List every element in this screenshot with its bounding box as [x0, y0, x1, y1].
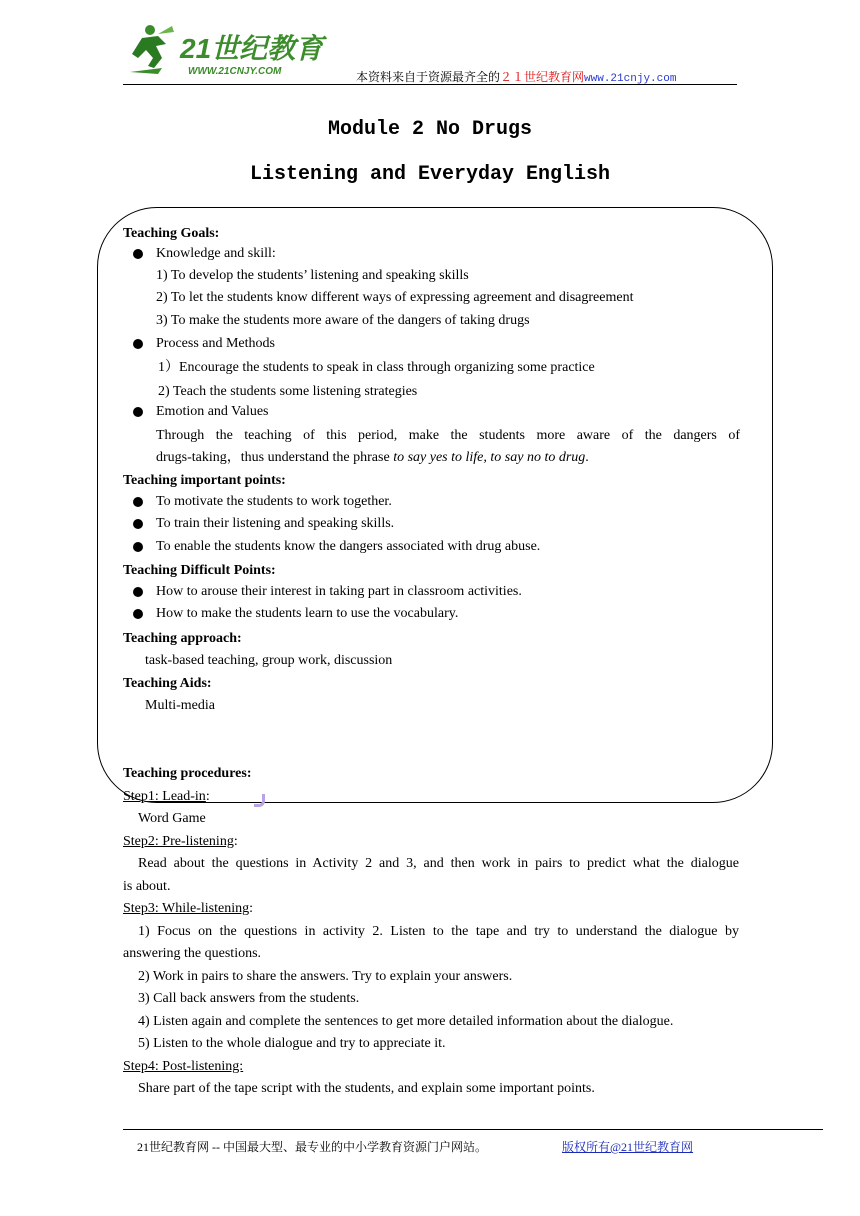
process-label: Process and Methods — [156, 336, 275, 351]
aids-heading: Teaching Aids: — [123, 676, 212, 691]
bullet-icon — [133, 587, 143, 597]
step2-title: Step2: Pre-listening — [123, 834, 234, 849]
step3-title: Step3: While-listening — [123, 901, 250, 916]
header-note-site: ２１世纪教育网 — [500, 70, 585, 84]
emotion-text-line2 — [156, 450, 589, 466]
aids-text: Multi-media — [145, 698, 215, 713]
header-note-url[interactable]: www.21cnjy.com — [584, 73, 677, 85]
decorative-mark — [254, 794, 265, 807]
difficult-points-heading: Teaching Difficult Points: — [123, 563, 276, 578]
step3-label — [123, 901, 253, 917]
step3-item: 5) Listen to the whole dialogue and try to appreciate it. — [138, 1036, 446, 1051]
header-note-prefix: 本资料来自于资源最齐全的 — [356, 70, 501, 84]
emotion-text-end: . — [585, 450, 589, 465]
step3-item: 4) Listen again and complete the sentences to get more detailed information about the dialogue. — [138, 1014, 674, 1029]
step3-item: 3) Call back answers from the students. — [138, 991, 360, 1006]
process-item: 2) Teach the students some listening strategies — [158, 384, 418, 399]
step3-text-line2: answering the questions. — [123, 946, 262, 961]
important-point: To enable the students know the dangers associated with drug abuse. — [156, 539, 541, 554]
step2-colon: : — [233, 834, 238, 849]
site-logo — [128, 22, 328, 82]
approach-text: task-based teaching, group work, discussion — [145, 653, 393, 668]
bullet-icon — [133, 339, 143, 349]
bullet-icon — [133, 519, 143, 529]
step2-text-line1: Read about the questions in Activity 2 and 3, and then work in pairs to predict what the dialogue — [138, 856, 739, 871]
emotion-text-phrase: to say yes to life, to say no to drug — [393, 450, 586, 465]
header-divider — [123, 84, 737, 85]
footer-copyright-link[interactable]: 版权所有@21世纪教育网 — [562, 1140, 694, 1154]
step3-colon: : — [249, 901, 254, 916]
step1-label — [123, 789, 210, 805]
process-item: 1）Encourage the students to speak in class through organizing some practice — [158, 360, 595, 375]
footer-text: 21世纪教育网 -- 中国最大型、最专业的中小学教育资源门户网站。 — [137, 1140, 487, 1154]
emotion-text-plain: drugs-taking，thus understand the phrase — [156, 450, 394, 465]
step4-label: Step4: Post-listening: — [123, 1059, 244, 1074]
step3-text-line1: 1) Focus on the questions in activity 2. Listen to the tape and try to understand the dialogue by — [138, 924, 739, 939]
step2-label — [123, 834, 238, 850]
logo-url: WWW.21CNJY.COM — [188, 66, 282, 77]
step2-text-line2: is about. — [123, 879, 171, 894]
footer-divider — [123, 1129, 823, 1130]
teaching-goals-heading: Teaching Goals: — [123, 226, 220, 241]
header-note — [356, 68, 676, 85]
knowledge-item: 1) To develop the students’ listening and speaking skills — [156, 268, 469, 283]
bullet-icon — [133, 249, 143, 259]
step1-title: Step1: Lead-in — [123, 789, 206, 804]
procedures-heading: Teaching procedures: — [123, 766, 252, 781]
difficult-point: How to arouse their interest in taking part in classroom activities. — [156, 584, 522, 599]
knowledge-item: 3) To make the students more aware of the dangers of taking drugs — [156, 313, 530, 328]
bullet-icon — [133, 542, 143, 552]
running-figure-icon — [130, 25, 174, 74]
bullet-icon — [133, 609, 143, 619]
bullet-icon — [133, 407, 143, 417]
approach-heading: Teaching approach: — [123, 631, 242, 646]
logo-text: 21世纪教育 — [180, 33, 324, 64]
knowledge-label: Knowledge and skill: — [156, 246, 276, 261]
important-point: To motivate the students to work together. — [156, 494, 392, 509]
bullet-icon — [133, 497, 143, 507]
step1-colon: : — [205, 789, 210, 804]
difficult-point: How to make the students learn to use the vocabulary. — [156, 606, 459, 621]
step3-item: 2) Work in pairs to share the answers. Try to explain your answers. — [138, 969, 513, 984]
document-title: Module 2 No Drugs — [327, 118, 533, 141]
knowledge-item: 2) To let the students know different ways of expressing agreement and disagreement — [156, 290, 634, 305]
important-point: To train their listening and speaking skills. — [156, 516, 395, 531]
step4-text: Share part of the tape script with the students, and explain some important points. — [138, 1081, 595, 1096]
important-points-heading: Teaching important points: — [123, 473, 286, 488]
emotion-text-line1: Through the teaching of this period, make the students more aware of the dangers of — [156, 428, 740, 443]
document-subtitle: Listening and Everyday English — [249, 163, 611, 186]
step1-text: Word Game — [138, 811, 206, 826]
emotion-label: Emotion and Values — [156, 404, 269, 419]
